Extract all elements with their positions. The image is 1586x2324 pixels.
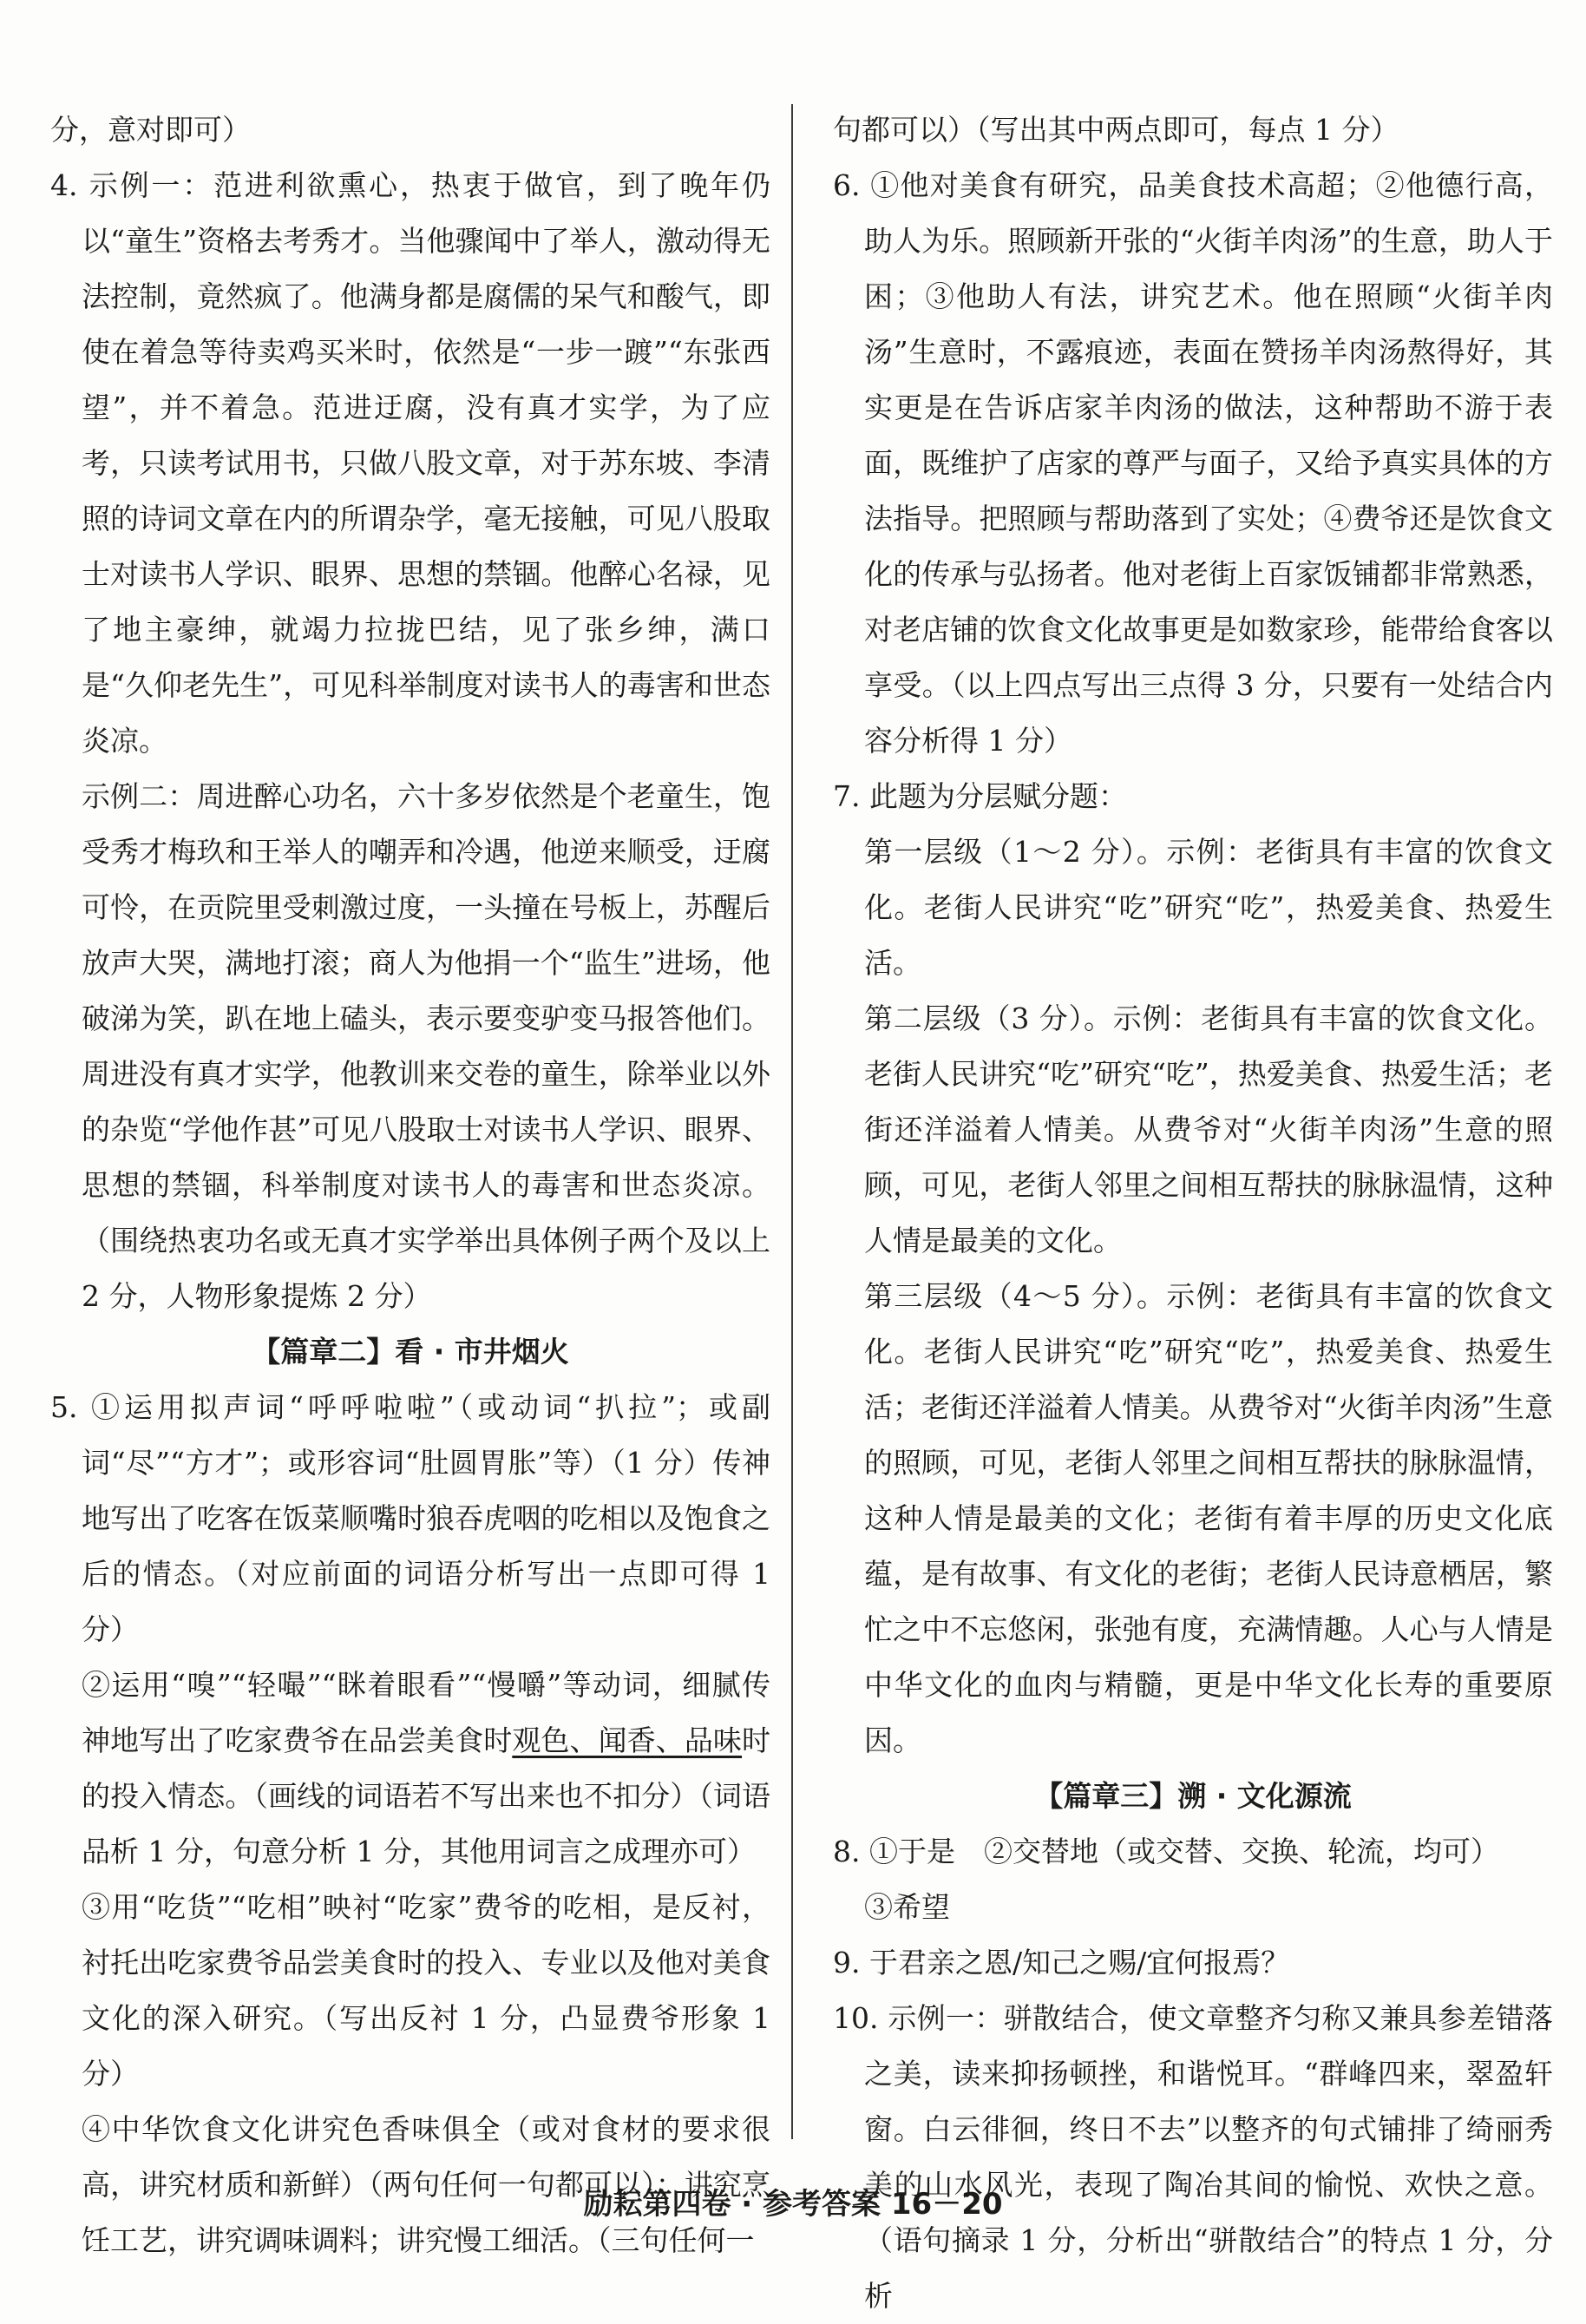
answer-8: 8. ①于是 ②交替地（或交替、交换、轮流，均可） [833,1835,1499,1868]
underlined-words: 观色、闻香、品味 [512,1723,743,1757]
answer-8-part-3: ③希望 [864,1890,950,1924]
continued-text: 句都可以）（写出其中两点即可，每点 1 分） [833,113,1399,147]
answer-4-example-2: 示例二：周进醉心功名，六十多岁依然是个老童生，饱受秀才梅玖和王举人的嘲弄和冷遇，他逆来顺受，迂腐可怜，在贡院里受刺激过度，一头撞在号板上，苏醒后放声大哭，满地打滚；商人为他捐一个“监生”进场，他破涕为笑，趴在地上磕头，表示要变驴变马报答他们。周进没有真才实学，他教训来交卷的童生，除举业以外的杂览“学他作甚”可见八股取士对读书人学识、眼界、思想的禁锢，科举制度对读书人的毒害和世态炎凉。（围绕热衷功名或无真才实学举出具体例子两个及以上 2 分，人物形象提炼 2 分） [82,779,770,1313]
answer-7-level-2: 第二层级（3 分）。示例：老街具有丰富的饮食文化。老街人民讲究“吃”研究“吃”，热爱美食、热爱生活；老街还洋溢着人情美。从费爷对“火街羊肉汤”生意的照顾，可见，老街人邻里之间相互帮扶的脉脉温情，这种人情是最美的文化。 [864,1001,1553,1257]
answer-5-part-1: 5. ①运用拟声词“呼呼啦啦”（或动词“扒拉”；或副词“尽”“方才”；或形容词“肚圆胃胀”等）（1 分）传神地写出了吃客在饭菜顺嘴时狼吞虎咽的吃相以及饱食之后的情态。（对应前面的词语分析写出一点即可得 1 分） [50,1390,770,1646]
answer-6: 6. ①他对美食有研究，品美食技术高超；②他德行高，助人为乐。照顾新开张的“火街羊肉汤”的生意，助人于困；③他助人有法，讲究艺术。他在照顾“火街羊肉汤”生意时，不露痕迹，表面在赞扬羊肉汤熬得好，其实更是在告诉店家羊肉汤的做法，这种帮助不游于表面，既维护了店家的尊严与面子，又给予真实具体的方法指导。把照顾与帮助落到了实处；④费爷还是饮食文化的传承与弘扬者。他对老街上百家饭铺都非常熟悉，对老店铺的饮食文化故事更是如数家珍，能带给食客以享受。（以上四点写出三点得 3 分，只要有一处结合内容分析得 1 分） [833,168,1553,758]
left-column [50,102,770,2268]
answer-5-part-2-text-b: 时的投入情态。（画线的词语若不写出来也不扣分）（词语品析 1 分，句意分析 1 分，其他用词言之成理亦可） [82,1723,771,1868]
answer-5-part-2-text-a: ②运用“嗅”“轻嘬”“眯着眼看”“慢嚼”等动词，细腻传神地写出了吃家费爷在品尝美食时 [82,1668,770,1757]
right-column [833,102,1553,2324]
page-footer: 励耘第四卷 · 参考答案 16－20 [583,2187,1003,2222]
continued-text: 分，意对即可） [50,113,251,147]
answer-7: 7. 此题为分层赋分题： [833,779,1127,813]
column-divider [791,104,793,2139]
answer-4-example-1: 4. 示例一：范进利欲熏心，热衷于做官，到了晚年仍以“童生”资格去考秀才。当他骤闻中了举人，激动得无法控制，竟然疯了。他满身都是腐儒的呆气和酸气，即使在着急等待卖鸡买米时，依然是“一步一踱”“东张西望”，并不着急。范进迂腐，没有真才实学，为了应考，只读考试用书，只做八股文章，对于苏东坡、李清照的诗词文章在内的所谓杂学，毫无接触，可见八股取士对读书人学识、眼界、思想的禁锢。他醉心名禄，见了地主豪绅，就竭力拉拢巴结，见了张乡绅，满口是“久仰老先生”，可见科举制度对读书人的毒害和世态炎凉。 [50,168,770,758]
answer-7-level-3: 第三层级（4～5 分）。示例：老街具有丰富的饮食文化。老街人民讲究“吃”研究“吃”，热爱美食、热爱生活；老街还洋溢着人情美。从费爷对“火街羊肉汤”生意的照顾，可见，老街人邻里之间相互帮扶的脉脉温情，这种人情是最美的文化；老街有着丰厚的历史文化底蕴，是有故事、有文化的老街；老街人民诗意栖居，繁忙之中不忘悠闲，张弛有度，充满情趣。人心与人情是中华文化的血肉与精髓，更是中华文化长寿的重要原因。 [864,1279,1553,1757]
answer-7-level-1: 第一层级（1～2 分）。示例：老街具有丰富的饮食文化。老街人民讲究“吃”研究“吃”，热爱美食、热爱生活。 [864,835,1553,980]
answer-5-part-4: ④中华饮食文化讲究色香味俱全（或对食材的要求很高，讲究材质和新鲜）（两句任何一句都可以）；讲究烹饪工艺，讲究调味调料；讲究慢工细活。（三句任何一 [82,2112,770,2257]
answer-9: 9. 于君亲之恩/知己之赐/宜何报焉？ [833,1946,1290,1979]
answer-5-part-3: ③用“吃货”“吃相”映衬“吃家”费爷的吃相，是反衬，衬托出吃家费爷品尝美食时的投入、专业以及他对美食文化的深入研究。（写出反衬 1 分，凸显费爷形象 1 分） [82,1890,770,2091]
section-3-heading: 【篇章三】溯 · 文化源流 [1034,1779,1352,1813]
section-2-heading: 【篇章二】看 · 市井烟火 [252,1335,569,1369]
answer-10: 10. 示例一：骈散结合，使文章整齐匀称又兼具参差错落之美，读来抑扬顿挫，和谐悦耳。“群峰四来，翠盈轩窗。白云徘徊，终日不去”以整齐的句式铺排了绮丽秀美的山水风光，表现了陶冶其间的愉悦、欢快之意。（语句摘录 1 分，分析出“骈散结合”的特点 1 分，分析 [833,2001,1553,2313]
answer-5-part-2 [50,1658,770,1880]
